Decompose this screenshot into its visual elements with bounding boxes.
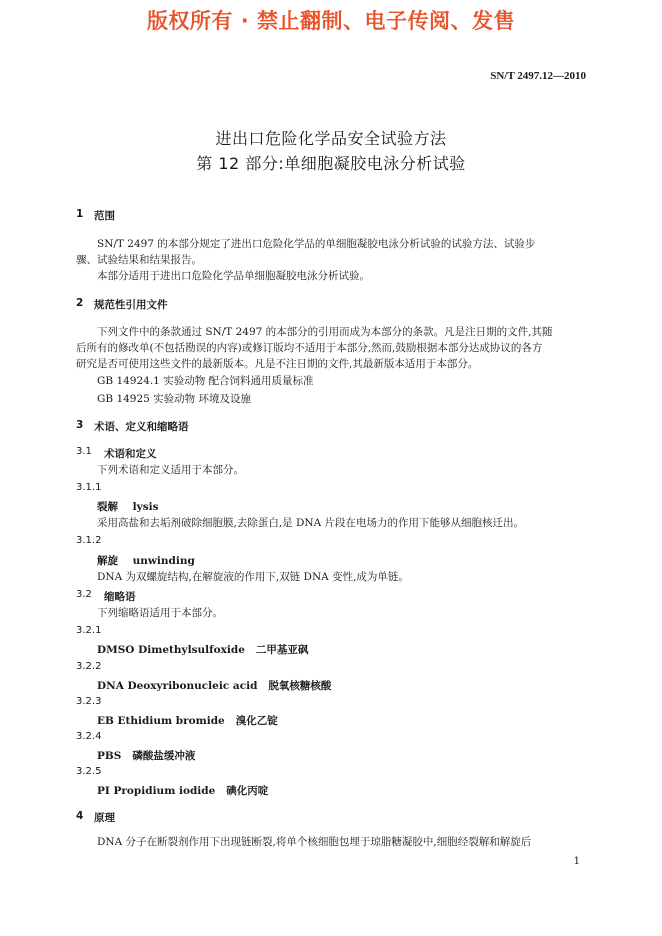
section-3-heading: 术语、定义和缩略语 (94, 421, 189, 433)
page-number: 1 (573, 856, 580, 867)
abbr-5-zh: 碘化丙啶 (226, 785, 269, 797)
abbr-2-term: DNA Deoxyribonucleic acid (97, 680, 258, 692)
abbr-1-term: DMSO Dimethylsulfoxide (97, 644, 245, 656)
section-1-paragraph2: 本部分适用于进出口危险化学品单细胞凝胶电泳分析试验。 (97, 270, 370, 282)
abbr-1-number: 3.2.1 (76, 625, 102, 636)
abbr-5-term: PI Propidium iodide (97, 785, 216, 797)
abbr-5-number: 3.2.5 (76, 766, 102, 777)
section-2-heading: 规范性引用文件 (94, 299, 168, 311)
section-1-paragraph-line1: SN/T 2497 的本部分规定了进出口危险化学品的单细胞凝胶电泳分析试验的试验方法、试验步 (97, 238, 536, 250)
term-unwinding-definition: DNA 为双螺旋结构,在解旋液的作用下,双链 DNA 变性,成为单链。 (97, 571, 409, 583)
abbr-4 (97, 748, 195, 763)
term-unwinding-zh: 解旋 (97, 555, 118, 567)
section-2-paragraph-line2: 后所有的修改单(不包括勘误的内容)或修订版均不适用于本部分,然而,鼓励根据本部分达成协议的各方 (76, 342, 543, 354)
normative-reference-1: GB 14924.1 实验动物 配合饲料通用质量标准 (97, 375, 314, 387)
abbr-4-zh: 磷酸盐缓冲液 (132, 750, 196, 762)
clause-3-1-number: 3.1 (76, 446, 92, 457)
section-1-paragraph-line2: 骤、试验结果和结果报告。 (76, 254, 202, 266)
term-lysis-definition: 采用高盐和去垢剂破除细胞膜,去除蛋白,是 DNA 片段在电场力的作用下能够从细胞核迁出。 (97, 517, 525, 529)
section-1-number: 1 (76, 208, 84, 220)
section-2-paragraph-line1: 下列文件中的条款通过 SN/T 2497 的本部分的引用而成为本部分的条款。凡是注日期的文件,其随 (97, 326, 553, 338)
section-1-heading: 范围 (94, 210, 115, 222)
abbr-3 (97, 713, 278, 728)
document-title-line2: 第 12 部分:单细胞凝胶电泳分析试验 (196, 154, 466, 173)
abbr-3-zh: 溴化乙锭 (235, 715, 278, 727)
clause-3-1-1-number: 3.1.1 (76, 482, 102, 493)
abbr-3-number: 3.2.3 (76, 696, 102, 707)
section-4-heading: 原理 (94, 812, 115, 824)
term-lysis-zh: 裂解 (97, 501, 118, 513)
term-lysis-en: lysis (132, 501, 159, 513)
abbr-5 (97, 783, 268, 798)
section-3-number: 3 (76, 419, 84, 431)
section-4-paragraph-line1: DNA 分子在断裂剂作用下出现链断裂,将单个核细胞包埋于琼脂糖凝胶中,细胞经裂解和解旋后 (97, 836, 532, 848)
section-4-number: 4 (76, 810, 84, 822)
clause-3-1-2-number: 3.1.2 (76, 535, 102, 546)
abbr-2 (97, 678, 331, 693)
clause-3-1-intro: 下列术语和定义适用于本部分。 (97, 464, 244, 476)
section-2-paragraph-line3: 研究是否可使用这些文件的最新版本。凡是不注日期的文件,其最新版本适用于本部分。 (76, 358, 479, 370)
term-unwinding (97, 553, 195, 568)
clause-3-2-intro: 下列缩略语适用于本部分。 (97, 607, 223, 619)
document-title-line1: 进出口危险化学品安全试验方法 (215, 129, 447, 148)
section-2-number: 2 (76, 297, 84, 309)
abbr-4-term: PBS (97, 750, 122, 762)
abbr-2-number: 3.2.2 (76, 661, 102, 672)
clause-3-2-heading: 缩略语 (104, 591, 136, 603)
abbr-2-zh: 脱氧核糖核酸 (268, 680, 332, 692)
abbr-4-number: 3.2.4 (76, 731, 102, 742)
term-lysis (97, 499, 159, 514)
abbr-1-zh: 二甲基亚砜 (255, 644, 309, 656)
standard-code: SN/T 2497.12—2010 (490, 70, 586, 82)
normative-reference-2: GB 14925 实验动物 环境及设施 (97, 393, 252, 405)
clause-3-1-heading: 术语和定义 (104, 448, 157, 460)
abbr-3-term: EB Ethidium bromide (97, 715, 225, 727)
abbr-1 (97, 642, 308, 657)
clause-3-2-number: 3.2 (76, 589, 92, 600)
copyright-banner: 版权所有 · 禁止翻制、电子传阅、发售 (146, 9, 516, 33)
term-unwinding-en: unwinding (132, 555, 195, 567)
